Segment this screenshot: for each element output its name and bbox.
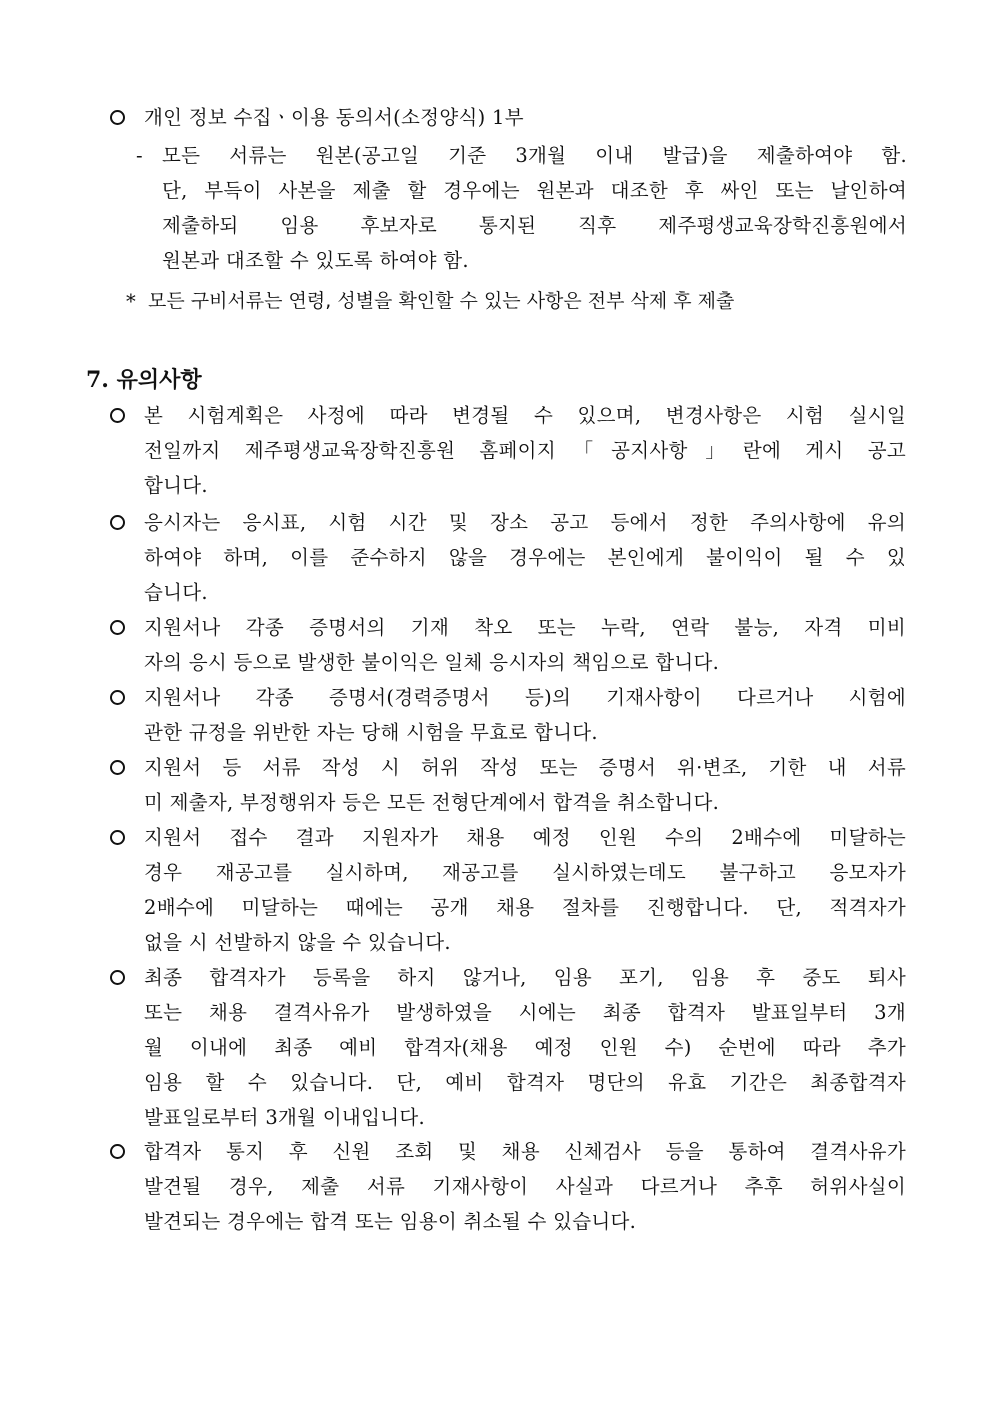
notice-line: 임용 할 수 있습니다. 단, 예비 합격자 명단의 유효 기간은 최종합격자 bbox=[144, 1071, 906, 1094]
circle-bullet-icon bbox=[110, 760, 125, 775]
circle-bullet-icon bbox=[110, 970, 125, 985]
notice-line: 응시자는 응시표, 시험 시간 및 장소 공고 등에서 정한 주의사항에 유의 bbox=[144, 511, 906, 534]
circle-bullet-icon bbox=[110, 515, 125, 530]
notice-line: 2배수에 미달하는 때에는 공개 채용 절차를 진행합니다. 단, 적격자가 bbox=[144, 896, 906, 919]
notice-line: 습니다. bbox=[144, 581, 208, 604]
circle-bullet-icon bbox=[110, 1144, 125, 1159]
notice-line: 자의 응시 등으로 발생한 불이익은 일체 응시자의 책임으로 합니다. bbox=[144, 651, 720, 674]
circle-bullet-icon bbox=[110, 690, 125, 705]
notice-line: 지원서 등 서류 작성 시 허위 작성 또는 증명서 위·변조, 기한 내 서류 bbox=[144, 756, 906, 779]
consent-form-text: 개인 정보 수집ㆍ이용 동의서(소정양식) 1부 bbox=[144, 106, 524, 129]
notice-line: 경우 재공고를 실시하며, 재공고를 실시하였는데도 불구하고 응모자가 bbox=[144, 861, 906, 884]
notice-line: 지원서나 각종 증명서(경력증명서 등)의 기재사항이 다르거나 시험에 bbox=[144, 686, 906, 709]
circle-bullet-icon bbox=[110, 620, 125, 635]
notice-line: 하여야 하며, 이를 준수하지 않을 경우에는 본인에게 불이익이 될 수 있 bbox=[144, 546, 906, 569]
notice-line: 발견될 경우, 제출 서류 기재사항이 사실과 다르거나 추후 허위사실이 bbox=[144, 1175, 906, 1198]
circle-bullet-icon bbox=[110, 110, 125, 125]
notice-line: 합니다. bbox=[144, 474, 208, 497]
circle-bullet-icon bbox=[110, 408, 125, 423]
notice-line: 전일까지 제주평생교육장학진흥원 홈페이지「공지사항」란에 게시 공고 bbox=[144, 439, 906, 462]
notice-line: 지원서 접수 결과 지원자가 채용 예정 인원 수의 2배수에 미달하는 bbox=[144, 826, 906, 849]
dash-mark: - bbox=[136, 144, 143, 167]
notice-line: 관한 규정을 위반한 자는 당해 시험을 무효로 합니다. bbox=[144, 721, 598, 744]
note-line: 제출하되 임용 후보자로 통지된 직후 제주평생교육장학진흥원에서 bbox=[162, 214, 907, 237]
asterisk-mark: * bbox=[126, 290, 136, 313]
notice-line: 지원서나 각종 증명서의 기재 착오 또는 누락, 연락 불능, 자격 미비 bbox=[144, 616, 906, 639]
asterisk-note-text: 모든 구비서류는 연령, 성별을 확인할 수 있는 사항은 전부 삭제 후 제출 bbox=[148, 290, 735, 312]
notice-line: 합격자 통지 후 신원 조회 및 채용 신체검사 등을 통하여 결격사유가 bbox=[144, 1140, 906, 1163]
notice-line: 또는 채용 결격사유가 발생하였을 시에는 최종 합격자 발표일부터 3개 bbox=[144, 1001, 906, 1024]
notice-line: 본 시험계획은 사정에 따라 변경될 수 있으며, 변경사항은 시험 실시일 bbox=[144, 404, 906, 427]
section-heading: 7. 유의사항 bbox=[86, 367, 202, 393]
notice-line: 발표일로부터 3개월 이내입니다. bbox=[144, 1106, 425, 1129]
notice-line: 없을 시 선발하지 않을 수 있습니다. bbox=[144, 931, 451, 954]
circle-bullet-icon bbox=[110, 830, 125, 845]
note-line: 모든 서류는 원본(공고일 기준 3개월 이내 발급)을 제출하여야 함. bbox=[162, 144, 907, 167]
note-line: 단, 부득이 사본을 제출 할 경우에는 원본과 대조한 후 싸인 또는 날인하여 bbox=[162, 179, 907, 202]
note-line: 원본과 대조할 수 있도록 하여야 함. bbox=[162, 249, 469, 272]
notice-line: 월 이내에 최종 예비 합격자(채용 예정 인원 수) 순번에 따라 추가 bbox=[144, 1036, 906, 1059]
notice-line: 최종 합격자가 등록을 하지 않거나, 임용 포기, 임용 후 중도 퇴사 bbox=[144, 966, 906, 989]
notice-line: 발견되는 경우에는 합격 또는 임용이 취소될 수 있습니다. bbox=[144, 1210, 637, 1233]
notice-line: 미 제출자, 부정행위자 등은 모든 전형단계에서 합격을 취소합니다. bbox=[144, 791, 720, 814]
